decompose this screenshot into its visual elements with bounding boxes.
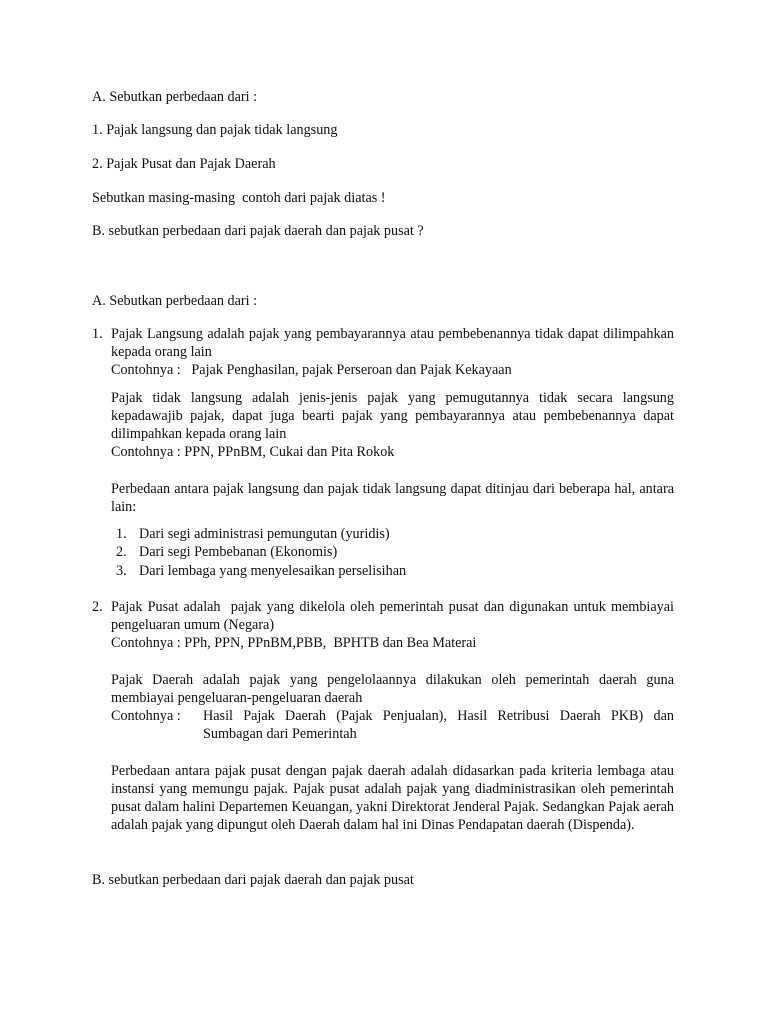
question-b: B. sebutkan perbedaan dari pajak daerah dan pajak pusat ? (92, 223, 424, 239)
question-a-heading: A. Sebutkan perbedaan dari : (92, 89, 258, 105)
difference-point-text: Dari lembaga yang menyelesaikan perselisihan (139, 563, 407, 579)
difference-point-text: Dari segi Pembebanan (Ekonomis) (139, 544, 338, 560)
difference-point (111, 543, 674, 561)
difference-point-number: 1. (116, 526, 127, 542)
indirect-tax-example: Contohnya : PPN, PPnBM, Cukai dan Pita Rokok (111, 444, 395, 460)
difference-point-number: 2. (116, 544, 127, 560)
question-instruction: Sebutkan masing-masing contoh dari pajak diatas ! (92, 190, 386, 206)
regional-tax-example (111, 707, 674, 743)
direct-tax-definition: Pajak Langsung adalah pajak yang pembayarannya atau pembebenannya tidak dapat dilimpahkan kepada orang lain (111, 326, 674, 360)
central-regional-difference: Perbedaan antara pajak pusat dengan pajak daerah adalah didasarkan pada kriteria lembaga atau instansi yang memungu pajak. Pajak pusat adalah pajak yang diadministrasikan oleh pemerintah pusat dalam halini Departemen Keuangan, yakni Direktorat Jenderal Pajak. Sedangkan Pajak aerah adalah pajak yang dipungut oleh Daerah dalam hal ini Dinas Pendapatan daerah (Dispenda). (111, 763, 674, 833)
answer-item-2-number: 2. (92, 599, 103, 615)
direct-indirect-difference-intro: Perbedaan antara pajak langsung dan pajak tidak langsung dapat ditinjau dari beberapa hal, antara lain: (111, 481, 674, 515)
indirect-tax-definition: Pajak tidak langsung adalah jenis-jenis pajak yang pemugutannya tidak secara langsung kepadawajib pajak, dapat juga bearti pajak yang pembayarannya atau pembebenannya dapat dilimpahkan kepada orang lain (111, 390, 674, 442)
direct-tax-example: Contohnya : Pajak Penghasilan, pajak Perseroan dan Pajak Kekayaan (111, 362, 512, 378)
regional-tax-example-label: Contohnya : (111, 708, 181, 724)
answer-a-heading: A. Sebutkan perbedaan dari : (92, 293, 258, 309)
question-2: 2. Pajak Pusat dan Pajak Daerah (92, 156, 276, 172)
difference-point-text: Dari segi administrasi pemungutan (yuridis) (139, 526, 390, 542)
central-tax-definition: Pajak Pusat adalah pajak yang dikelola oleh pemerintah pusat dan digunakan untuk membiayai pengeluaran umum (Negara) (111, 599, 678, 633)
question-1: 1. Pajak langsung dan pajak tidak langsung (92, 122, 338, 138)
difference-point-number: 3. (116, 563, 127, 579)
central-tax-example: Contohnya : PPh, PPN, PPnBM,PBB, BPHTB dan Bea Materai (111, 635, 477, 651)
answer-item-1-number: 1. (92, 326, 103, 342)
difference-point (111, 525, 674, 543)
regional-tax-example-value: Hasil Pajak Daerah (Pajak Penjualan), Hasil Retribusi Daerah PKB) dan Sumbagan dari Pemerintah (203, 708, 674, 742)
answer-b: B. sebutkan perbedaan dari pajak daerah dan pajak pusat (92, 872, 414, 888)
difference-point (111, 562, 674, 580)
regional-tax-definition: Pajak Daerah adalah pajak yang pengelolaannya dilakukan oleh pemerintah daerah guna membiayai pengeluaran-pengeluaran daerah (111, 672, 674, 706)
